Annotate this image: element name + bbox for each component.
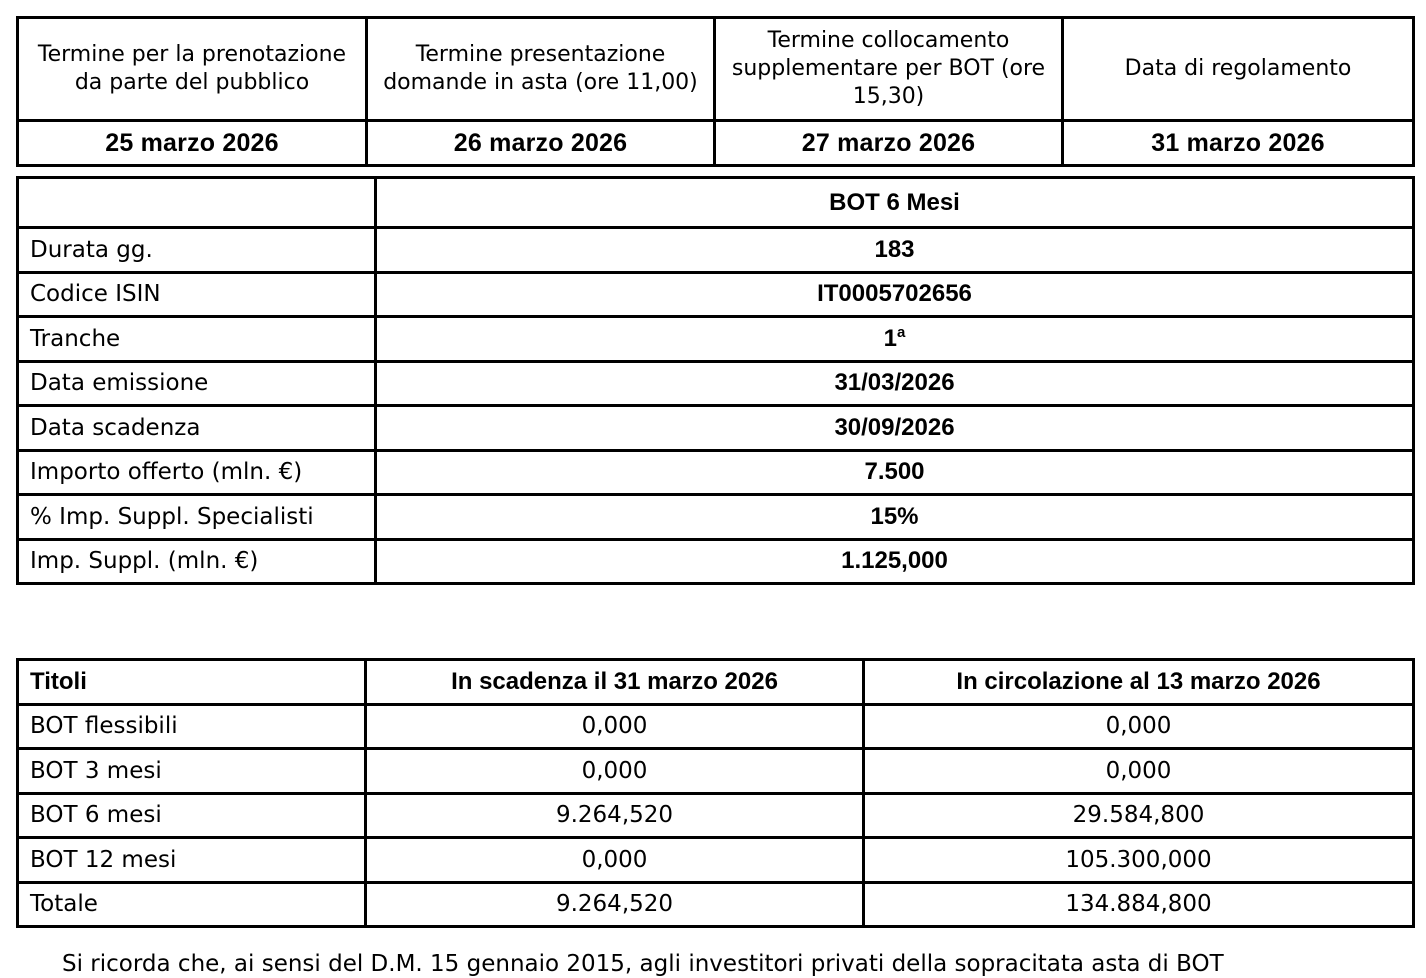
table-row [18,450,1414,495]
titoli-label: BOT 12 mesi [18,838,366,883]
titoli-scadenza-value: 9.264,520 [366,882,864,927]
date-regolamento: 31 marzo 2026 [1063,121,1414,166]
titoli-header-row [18,660,1414,705]
details-header-row [18,178,1414,228]
titoli-circolazione-value: 105.300,000 [864,838,1414,883]
titoli-label: BOT 6 mesi [18,793,366,838]
titoli-circolazione-value: 0,000 [864,749,1414,794]
schedule-header-regolamento: Data di regolamento [1063,18,1414,121]
footnote-text: Si ricorda che, ai sensi del D.M. 15 gennaio 2015, agli investitori privati della sopracitata asta di BOT [62,951,1224,977]
row-value-durata: 183 [376,228,1414,273]
titoli-label: BOT flessibili [18,704,366,749]
table-row [18,361,1414,406]
date-collocamento: 27 marzo 2026 [715,121,1063,166]
row-label-importo: Importo offerto (mln. €) [18,450,376,495]
row-label-tranche: Tranche [18,317,376,362]
row-label-emissione: Data emissione [18,361,376,406]
titoli-circolazione-value: 0,000 [864,704,1414,749]
schedule-header-row [18,18,1414,121]
table-row [18,749,1414,794]
schedule-dates-row [18,121,1414,166]
table-row [18,539,1414,584]
date-prenotazione: 25 marzo 2026 [18,121,367,166]
table-row [18,838,1414,883]
row-value-emissione: 31/03/2026 [376,361,1414,406]
date-presentazione: 26 marzo 2026 [367,121,715,166]
table-row [18,317,1414,362]
auction-schedule-table [16,16,1415,167]
table-row [18,704,1414,749]
row-label-isin: Codice ISIN [18,272,376,317]
titoli-header-titoli: Titoli [18,660,366,705]
row-value-specialisti: 15% [376,495,1414,540]
schedule-header-presentazione: Termine presentazione domande in asta (ore 11,00) [367,18,715,121]
titoli-scadenza-value: 0,000 [366,838,864,883]
row-value-tranche [376,317,1414,362]
schedule-header-prenotazione: Termine per la prenotazione da parte del pubblico [18,18,367,121]
table-row [18,228,1414,273]
details-column-title: BOT 6 Mesi [376,178,1414,228]
titoli-header-circolazione: In circolazione al 13 marzo 2026 [864,660,1414,705]
titoli-scadenza-value: 0,000 [366,704,864,749]
bot-details-table [16,176,1415,585]
table-row [18,495,1414,540]
titoli-label: Totale [18,882,366,927]
schedule-header-collocamento: Termine collocamento supplementare per BOT (ore 15,30) [715,18,1063,121]
tranche-number: 1 [883,324,897,352]
table-row [18,793,1414,838]
row-value-isin: IT0005702656 [376,272,1414,317]
titoli-scadenza-value: 0,000 [366,749,864,794]
row-label-specialisti: % Imp. Suppl. Specialisti [18,495,376,540]
titoli-scadenza-value: 9.264,520 [366,793,864,838]
titoli-circolazione-value: 134.884,800 [864,882,1414,927]
row-value-imp-suppl: 1.125,000 [376,539,1414,584]
row-label-scadenza: Data scadenza [18,406,376,451]
row-label-imp-suppl: Imp. Suppl. (mln. €) [18,539,376,584]
table-row [18,882,1414,927]
table-row [18,406,1414,451]
row-value-importo: 7.500 [376,450,1414,495]
titoli-label: BOT 3 mesi [18,749,366,794]
tranche-ordinal: a [897,323,906,341]
titoli-table [16,658,1415,928]
titoli-circolazione-value: 29.584,800 [864,793,1414,838]
row-value-scadenza: 30/09/2026 [376,406,1414,451]
titoli-header-scadenza: In scadenza il 31 marzo 2026 [366,660,864,705]
table-row [18,272,1414,317]
details-header-empty [18,178,376,228]
row-label-durata: Durata gg. [18,228,376,273]
